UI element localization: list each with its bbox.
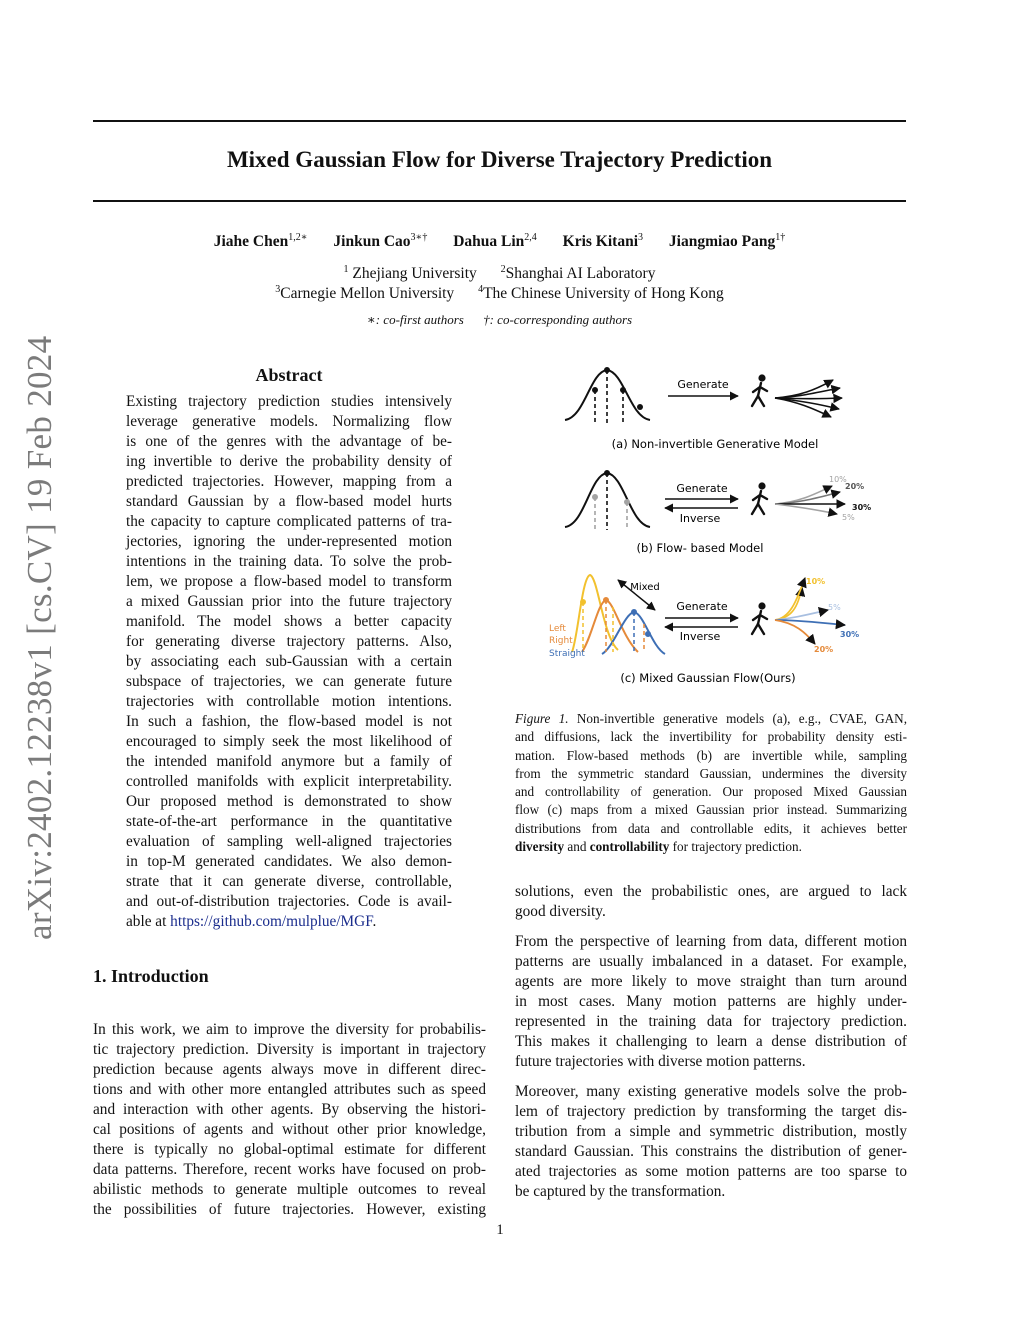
figure-caption (515, 710, 907, 856)
figure-label: Figure 1. (515, 711, 569, 726)
text-line: lem, we propose a flow-based model to transform (126, 573, 452, 590)
text-line: encouraged to simply seek the most likelihood of (126, 733, 452, 750)
author: Dahua Lin$^{2,4}$ (453, 232, 537, 250)
cofirst-note: ∗: co-first authors (366, 312, 464, 327)
text-line: state-of-the-art performance in the quantitative (126, 813, 452, 830)
author: Jinkun Cao$^{3∗\dagger}$ (333, 232, 428, 250)
pedestrian-icon (752, 374, 767, 406)
mixed-label: Mixed (630, 582, 660, 593)
text-line: From the perspective of learning from data, different motion (515, 933, 907, 950)
text-line: In such a fashion, the flow-based model is not (126, 713, 452, 730)
sample-dot (580, 599, 586, 605)
text-line: and interaction with other agents. By observing the histori- (93, 1101, 486, 1118)
legend-left: Left (549, 624, 566, 634)
right-paragraph-2 (515, 932, 907, 1072)
text-line: tions and with other more entangled attributes such as speed (93, 1081, 486, 1098)
text-line: good diversity. (515, 903, 606, 920)
text-line: trajectories with controllable motion intentions. (126, 693, 452, 710)
text-line: leverage generative models. Normalizing flow (126, 413, 452, 430)
trajectory-fan (775, 380, 842, 417)
sample-dot (631, 609, 637, 615)
sample-dot (604, 367, 610, 373)
right-paragraph-1 (515, 882, 907, 922)
text-line: subspace of trajectories, we can generate future (126, 673, 452, 690)
affiliation-line: $^3$Carnegie Mellon University $^4$The Chinese University of Hong Kong (275, 284, 724, 302)
text-line: able at https://github.com/mulplue/MGF. (126, 913, 377, 930)
percent-label: 20% (814, 645, 834, 654)
text-line: cal positions of agents and without other prior knowledge, (93, 1121, 486, 1138)
text-line: future trajectories with diverse motion patterns. (515, 1053, 806, 1070)
text-line: distributions from data and controllable edits, it achieves better (515, 820, 907, 836)
abstract-heading: Abstract (255, 365, 323, 385)
text-line: a mixed Gaussian prior into the future trajectory (126, 593, 452, 610)
text-line: represented in the training data for trajectory prediction. (515, 1013, 907, 1030)
text-line: and out-of-distribution trajectories. Code is avail- (126, 893, 452, 910)
percent-label: 10% (829, 475, 847, 484)
text-line: patterns are usually imbalanced in a dataset. For example, (515, 953, 907, 970)
text-line: mation. Flow-based methods (b) are invertible while, sampling (515, 747, 907, 763)
text-line: the capacity to capture complicated patterns of tra- (126, 513, 452, 530)
text-line: the intended manifold anymore but a family of (126, 753, 452, 770)
text-line: and diffusions, lack the invertibility for probability density esti- (515, 729, 907, 745)
inverse-label: Inverse (679, 512, 721, 525)
intro-heading: 1. Introduction (93, 966, 209, 986)
arxiv-stamp: arXiv:2402.12238v1 [cs.CV] 19 Feb 2024 (20, 335, 59, 940)
generate-label: Generate (676, 482, 728, 495)
panel-a (565, 367, 842, 451)
text-line: agents are more likely to move straight than turn around (515, 973, 907, 990)
text-line: jectories, ignoring the under-represented motion (126, 533, 452, 550)
sample-dot (592, 494, 598, 500)
intro-body (93, 1020, 486, 1220)
paper-title: Mixed Gaussian Flow for Diverse Trajectory Prediction (226, 147, 773, 172)
text-line: abilistic methods to generate multiple outcomes to reveal (93, 1181, 486, 1198)
percent-label: 5% (828, 603, 841, 612)
percent-label: 5% (842, 513, 855, 522)
text-line: diversity and controllability for trajectory prediction. (515, 839, 802, 855)
affiliation-line: $^1$ Zhejiang University $^2$Shanghai AI Laboratory (343, 264, 656, 282)
text-line: and controllability of generation. Our proposed Mixed Gaussian (515, 784, 907, 800)
text-line: manifold. The model shows a better capacity (126, 613, 452, 630)
generate-label: Generate (676, 600, 728, 613)
percent-label: 10% (806, 577, 826, 586)
text-line: intentions in the training data. To solve the prob- (126, 553, 452, 570)
text-line: lem of trajectory prediction by transforming the target dis- (515, 1103, 907, 1120)
author: Jiangmiao Pang$^{1\dagger}$ (668, 232, 786, 250)
text-line: strate that it can generate diverse, controllable, (126, 873, 452, 890)
text-line: there is typically no global-optimal estimate for different (93, 1141, 486, 1158)
text-line: evaluation of sampling well-aligned trajectories (126, 833, 452, 850)
panel-c (549, 575, 859, 685)
sample-dot (645, 631, 651, 637)
percent-label: 30% (840, 630, 860, 639)
text-line: controlled manifolds with explicit interpretability. (126, 773, 452, 790)
legend-straight: Straight (549, 649, 585, 659)
text-line: for generating diverse trajectory patterns. Also, (126, 633, 452, 650)
text-line: Our proposed method is demonstrated to show (126, 793, 452, 810)
text-line: the possibilities of future trajectories. However, existing (93, 1201, 486, 1218)
author: Jiahe Chen$^{1,2∗}$ (213, 232, 308, 250)
panel-a-label: (a) Non-invertible Generative Model (611, 437, 819, 451)
text-line: solutions, even the probabilistic ones, are argued to lack (515, 883, 907, 900)
text-line: ing invertible to derive the probability density of (126, 453, 452, 470)
text-line: ated trajectories as some motion patterns are too sparse to (515, 1163, 907, 1180)
text-line: Figure 1. Non-invertible generative models (a), e.g., CVAE, GAN, (515, 711, 908, 726)
text-line: by associating each sub-Gaussian with a certain (126, 653, 452, 670)
text-line: standard Gaussian by a flow-based model hurts (126, 493, 452, 510)
panel-c-label: (c) Mixed Gaussian Flow(Ours) (620, 671, 796, 685)
percent-label: 30% (852, 503, 872, 512)
inverse-label: Inverse (679, 630, 721, 643)
sample-dot (603, 597, 609, 603)
panel-b (565, 470, 871, 555)
text-line: be captured by the transformation. (515, 1183, 726, 1200)
text-line: tic trajectory prediction. Diversity is important in trajectory (93, 1041, 486, 1058)
author-notes (93, 312, 906, 328)
text-line: In this work, we aim to improve the diversity for probabilis- (93, 1021, 486, 1038)
sample-dot (620, 387, 626, 393)
percent-label: 20% (845, 482, 865, 491)
page-number: 1 (496, 1222, 504, 1238)
text-line: Existing trajectory prediction studies intensively (126, 393, 452, 410)
pedestrian-icon (752, 482, 767, 514)
pedestrian-icon (752, 602, 767, 634)
sample-dot (592, 387, 598, 393)
text-line: Moreover, many existing generative models solve the prob- (515, 1083, 907, 1100)
sample-dot (604, 470, 610, 476)
author-list (93, 232, 906, 251)
text-line: in top-M generated candidates. We also demon- (126, 853, 452, 870)
left-gaussian (572, 575, 618, 652)
text-line: is one of the genres with the advantage of be- (126, 433, 452, 450)
text-line: This makes it challenging to learn a dense distribution of (515, 1033, 907, 1050)
panel-b-label: (b) Flow- based Model (636, 541, 764, 555)
sample-dot (637, 404, 643, 410)
title-top-rule (93, 120, 906, 122)
text-line: data patterns. Therefore, recent works have focused on prob- (93, 1161, 486, 1178)
code-link[interactable]: https://github.com/mulplue/MGF (170, 913, 373, 930)
generate-label: Generate (677, 378, 729, 391)
legend-right: Right (549, 636, 573, 646)
author: Kris Kitani$^3$ (562, 232, 644, 250)
right-paragraph-3 (515, 1082, 907, 1202)
sample-dot (624, 499, 630, 505)
abstract-body (126, 392, 452, 932)
trajectory-fan (775, 486, 845, 514)
title-bottom-rule (93, 200, 906, 202)
figure-1 (540, 362, 880, 692)
text-line: from the symmetric standard Gaussian, undermines the diversity (515, 765, 907, 781)
text-line: tribution from a simple and symmetric distribution, mostly (515, 1123, 907, 1140)
text-line: flow (c) maps from a mixed Gaussian prior instead. Summarizing (515, 802, 907, 818)
text-line: in most cases. Many motion patterns are highly under- (515, 993, 907, 1010)
cocorresponding-note: †: co-corresponding authors (483, 312, 633, 327)
text-line: predicted trajectories. However, mapping from a (126, 473, 452, 490)
text-line: standard Gaussian. This constrains the distribution of gener- (515, 1143, 907, 1160)
text-line: prediction because agents always move in different direc- (93, 1061, 486, 1078)
